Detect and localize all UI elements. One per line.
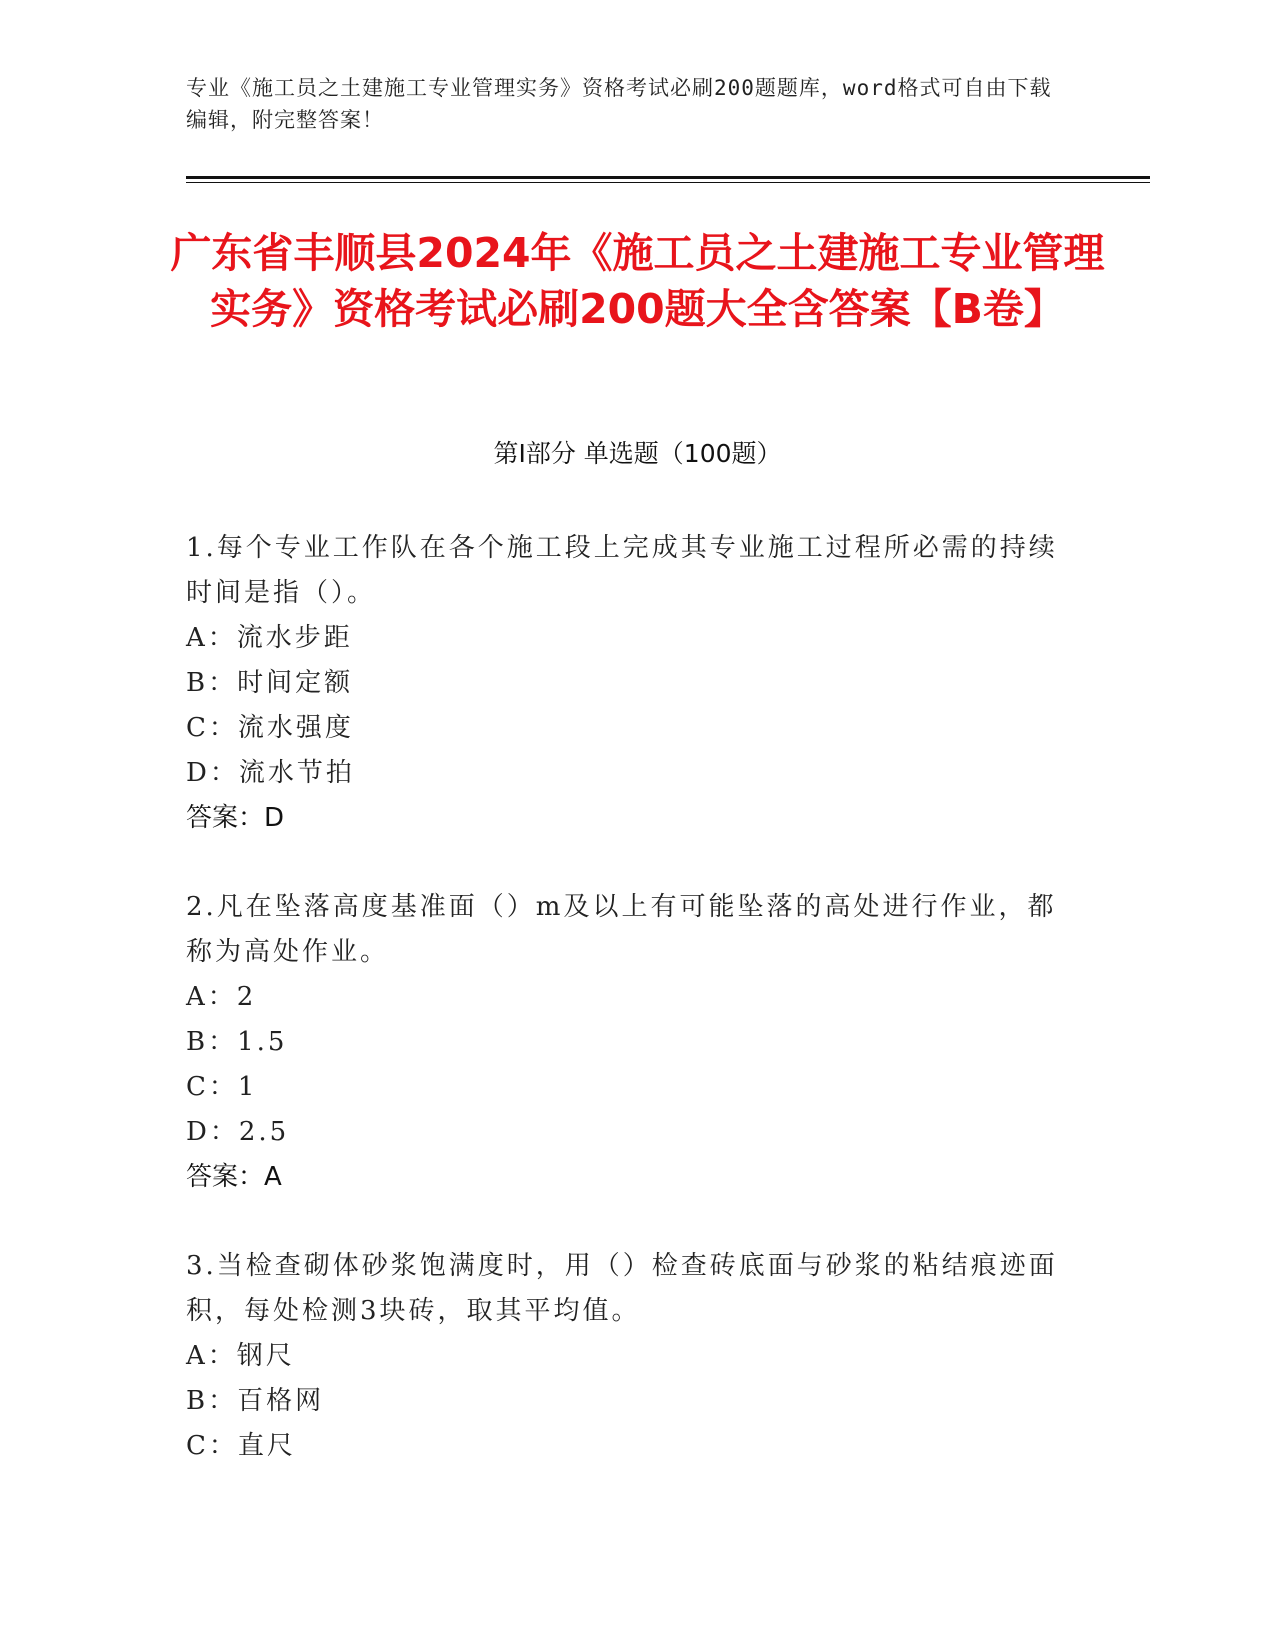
question-option-a: A：流水步距 [186,623,353,653]
question-answer: 答案：D [186,803,285,833]
question-option-c: C：直尺 [186,1431,296,1461]
question-option-b: B：时间定额 [186,668,354,698]
header-divider-thin [186,182,1150,183]
question-stem: 1.每个专业工作队在各个施工段上完成其专业施工过程所必需的持续时间是指（）。 [186,533,1058,608]
question-list [186,526,1076,1513]
question-option-b: B：1.5 [186,1027,288,1057]
header-note: 专业《施工员之土建施工专业管理实务》资格考试必刷200题题库，word格式可自由下载编辑，附完整答案！ [186,76,1052,132]
question-option-b: B：百格网 [186,1386,325,1416]
question-option-a: A：2 [186,982,257,1012]
header-divider-thick [186,176,1150,179]
question-option-c: C：1 [186,1072,258,1102]
question-stem: 3.当检查砌体砂浆饱满度时，用（）检查砖底面与砂浆的粘结痕迹面积，每处检测3块砖，取其平均值。 [186,1251,1058,1326]
question-1 [186,526,1076,841]
document-title: 广东省丰顺县2024年《施工员之土建施工专业管理实务》资格考试必刷200题大全含答案【B卷】 [170,229,1105,333]
question-stem: 2.凡在坠落高度基准面（）m及以上有可能坠落的高处进行作业，都称为高处作业。 [186,892,1057,967]
question-3 [186,1244,1076,1469]
question-option-d: D：2.5 [186,1117,290,1147]
question-option-c: C：流水强度 [186,713,354,743]
question-option-d: D：流水节拍 [186,758,355,788]
question-2 [186,885,1076,1200]
question-option-a: A：钢尺 [186,1341,295,1371]
section-heading: 第Ⅰ部分 单选题（100题） [493,439,782,468]
question-answer: 答案：A [186,1162,282,1192]
